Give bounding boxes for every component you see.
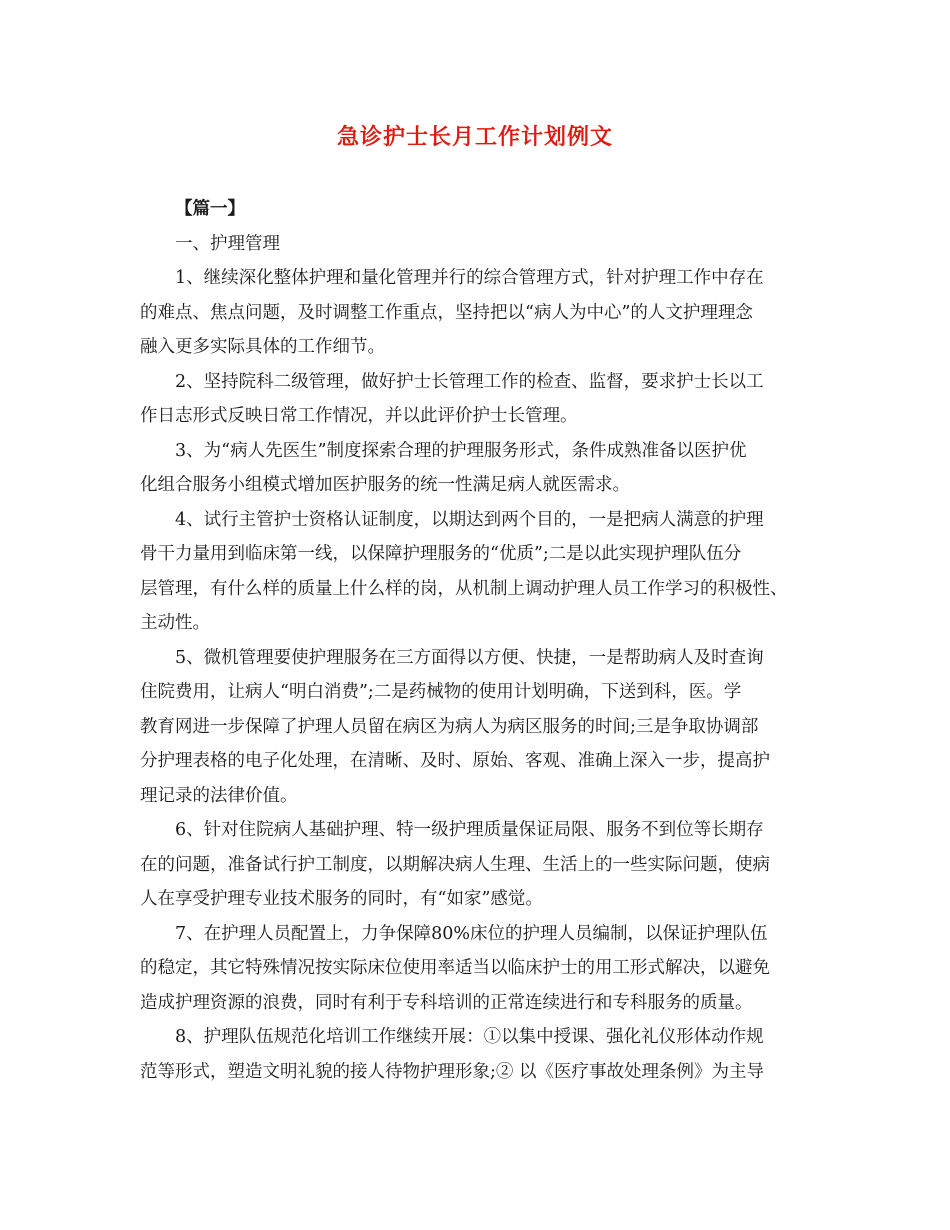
text-line: 主动性。 [140,613,210,633]
text-line: 6、针对住院病人基础护理、特一级护理质量保证局限、服务不到位等长期存 [175,820,764,840]
text-line: 一、护理管理 [175,233,280,254]
text-line: 1、继续深化整体护理和量化管理并行的综合管理方式，针对护理工作中存在 [175,268,764,288]
text-line: 理记录的法律价值。 [140,785,298,806]
text-line: 3、为“病人先医生”制度探索合理的护理服务形式，条件成熟准备以医护优 [175,440,747,461]
text-line: 融入更多实际具体的工作细节。 [140,337,385,357]
text-line: 层管理，有什么样的质量上什么样的岗，从机制上调动护理人员工作学习的积极性、 [140,578,788,599]
document-title: 急诊护士长月工作计划例文 [336,124,613,150]
text-line: 5、微机管理要使护理服务在三方面得以方便、快捷，一是帮助病人及时查询 [175,647,764,668]
text-line: 造成护理资源的浪费，同时有利于专科培训的正常连续进行和专科服务的质量。 [140,992,753,1013]
text-line: 人在享受护理专业技术服务的同时，有“如家”感觉。 [140,889,543,909]
document-body [140,192,830,1089]
text-line: 7、在护理人员配置上，力争保障80%床位的护理人员编制，以保证护理队伍 [175,923,768,944]
text-line: 教育网进一步保障了护理人员留在病区为病人为病区服务的时间;三是争取协调部 [140,716,759,737]
text-line: 8、护理队伍规范化培训工作继续开展：①以集中授课、强化礼仪形体动作规 [175,1027,764,1047]
text-line: 分护理表格的电子化处理，在清晰、及时、原始、客观、准确上深入一步，提高护 [140,751,770,771]
text-line: 在的问题，准备试行护工制度，以期解决病人生理、生活上的一些实际问题，使病 [140,854,770,875]
text-line: 4、试行主管护士资格认证制度，以期达到两个目的，一是把病人满意的护理 [175,509,764,530]
text-line: 化组合服务小组模式增加医护服务的统一性满足病人就医需求。 [140,475,630,495]
text-line: 的稳定，其它特殊情况按实际床位使用率适当以临床护士的用工形式解决，以避免 [140,958,770,978]
text-line: 范等形式，塑造文明礼貌的接人待物护理形象;② 以《医疗事故处理条例》为主导 [140,1061,764,1082]
text-line: 骨干力量用到临床第一线，以保障护理服务的“优质”;二是以此实现护理队伍分 [140,544,742,564]
text-line: 住院费用，让病人“明白消费”;二是药械物的使用计划明确，下送到科，医。学 [140,682,742,702]
text-line: 的难点、焦点问题，及时调整工作重点，坚持把以“病人为中心”的人文护理理念 [140,302,753,323]
section-label: 【篇一】 [175,199,245,219]
text-line: 2、坚持院科二级管理，做好护士长管理工作的检查、监督，要求护士长以工 [175,371,764,392]
text-line: 作日志形式反映日常工作情况，并以此评价护士长管理。 [140,406,578,426]
